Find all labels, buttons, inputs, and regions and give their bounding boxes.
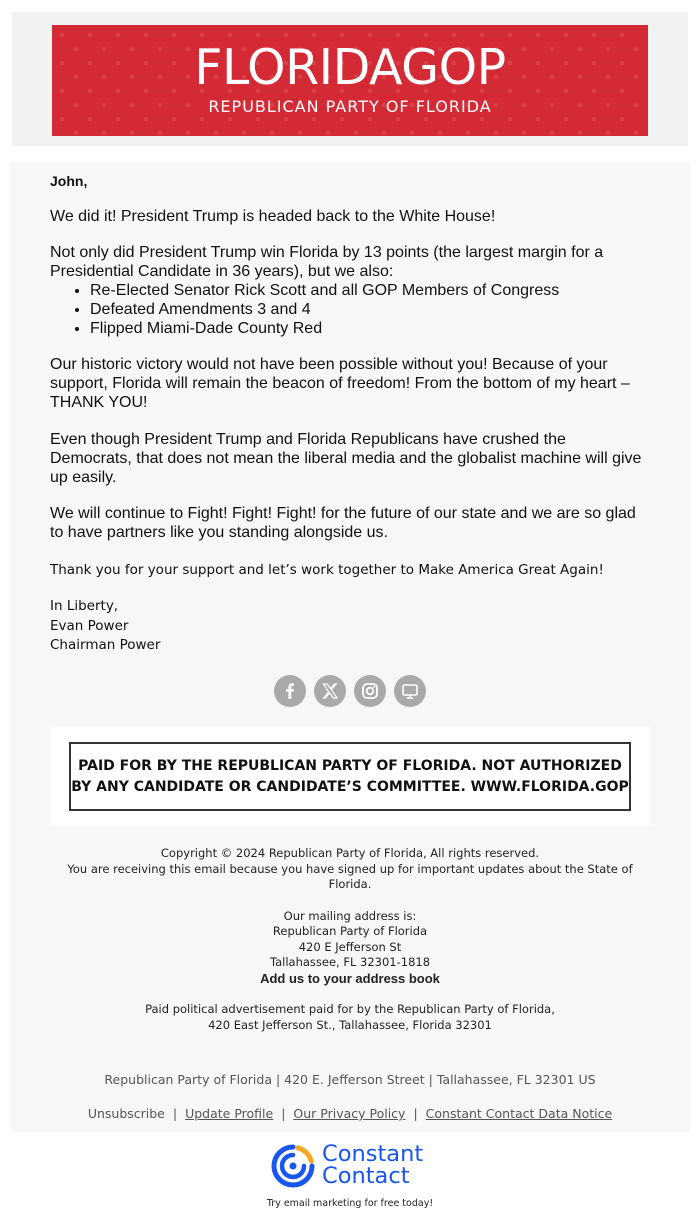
separator: | xyxy=(281,1106,286,1121)
brand-title: FLORIDAGOP xyxy=(194,39,506,96)
privacy-policy-link[interactable]: Our Privacy Policy xyxy=(293,1106,406,1121)
separator: | xyxy=(172,1106,178,1121)
org-address-line: Republican Party of Florida | 420 E. Jefferson Street | Tallahassee, FL 32301 US xyxy=(104,1072,596,1087)
disclaimer-line-1: PAID FOR BY THE REPUBLICAN PARTY OF FLORIDA. NOT AUTHORIZED xyxy=(78,757,622,774)
constant-contact-name xyxy=(322,1143,423,1187)
constant-contact-tagline[interactable]: Try email marketing for free today! xyxy=(266,1198,434,1209)
footer-legal xyxy=(60,846,640,1033)
instagram-icon[interactable] xyxy=(354,675,386,707)
signature-block xyxy=(50,597,650,656)
add-to-address-book-link[interactable]: Add us to your address book xyxy=(260,970,440,986)
list-item: • Defeated Amendments 3 and 4 xyxy=(90,300,650,319)
florida-gop-banner[interactable] xyxy=(52,25,648,136)
paid-ad-line-1: Paid political advertisement paid for by the Republican Party of Florida, xyxy=(145,1002,555,1016)
achievements-list xyxy=(50,281,650,338)
signer-name: Evan Power xyxy=(50,617,129,634)
paragraph-1: We did it! President Trump is headed back to the White House! xyxy=(50,208,496,225)
signoff: In Liberty, xyxy=(50,598,119,614)
data-notice-link[interactable]: Constant Contact Data Notice xyxy=(425,1106,613,1121)
copyright: Copyright © 2024 Republican Party of Florida, All rights reserved. xyxy=(160,846,540,860)
receiving-notice: You are receiving this email because you have signed up for important updates about the State of Florida. xyxy=(67,861,633,891)
thanks-line: Thank you for your support and let’s work together to Make America Great Again! xyxy=(50,562,604,578)
social-links xyxy=(274,675,426,707)
paid-ad-line-2: 420 East Jefferson St., Tallahassee, Florida 32301 xyxy=(208,1017,492,1032)
address-line-2: 420 E Jefferson St xyxy=(298,939,402,954)
unsubscribe-link[interactable]: Unsubscribe xyxy=(87,1106,165,1121)
list-item: • Flipped Miami-Dade County Red xyxy=(90,319,650,338)
brand-subtitle: REPUBLICAN PARTY OF FLORIDA xyxy=(208,97,492,116)
update-profile-link[interactable]: Update Profile xyxy=(185,1106,274,1121)
constant-contact-icon xyxy=(270,1143,316,1189)
facebook-icon[interactable] xyxy=(274,675,306,707)
greeting: John, xyxy=(50,173,88,189)
list-item: • Re-Elected Senator Rick Scott and all GOP Members of Congress xyxy=(90,281,650,300)
x-icon[interactable] xyxy=(314,675,346,707)
constant-contact-logo[interactable] xyxy=(270,1143,435,1191)
address-line-3: Tallahassee, FL 32301-1818 xyxy=(269,955,431,969)
separator: | xyxy=(413,1106,418,1121)
paragraph-3: Our historic victory would not have been possible without you! Because of your support, Florida will remain the beacon of freedom! From the bottom of my heart – THANK YOU! xyxy=(50,356,630,411)
website-icon[interactable] xyxy=(394,675,426,707)
paragraph-4: Even though President Trump and Florida Republicans have crushed the Democrats, that does not mean the liberal media and the globalist machine will give up easily. xyxy=(50,431,642,486)
disclaimer-box xyxy=(50,727,650,826)
footer-links xyxy=(20,1105,680,1122)
paragraph-5: We will continue to Fight! Fight! Fight! for the future of our state and we are so glad to have partners like you standing alongside us. xyxy=(50,505,636,541)
cc-name-line-1: Constant xyxy=(322,1141,424,1167)
disclaimer-line-2: BY ANY CANDIDATE OR CANDIDATE’S COMMITTEE. WWW.FLORIDA.GOP xyxy=(71,778,629,795)
signer-title: Chairman Power xyxy=(50,637,161,653)
address-line-1: Republican Party of Florida xyxy=(272,924,428,938)
paid-for-disclaimer xyxy=(69,742,631,811)
mailing-label: Our mailing address is: xyxy=(283,908,417,923)
cc-name-line-2: Contact xyxy=(322,1163,410,1189)
paragraph-2: Not only did President Trump win Florida by 13 points (the largest margin for a Presidential Candidate in 36 years), but we also: xyxy=(50,244,604,280)
